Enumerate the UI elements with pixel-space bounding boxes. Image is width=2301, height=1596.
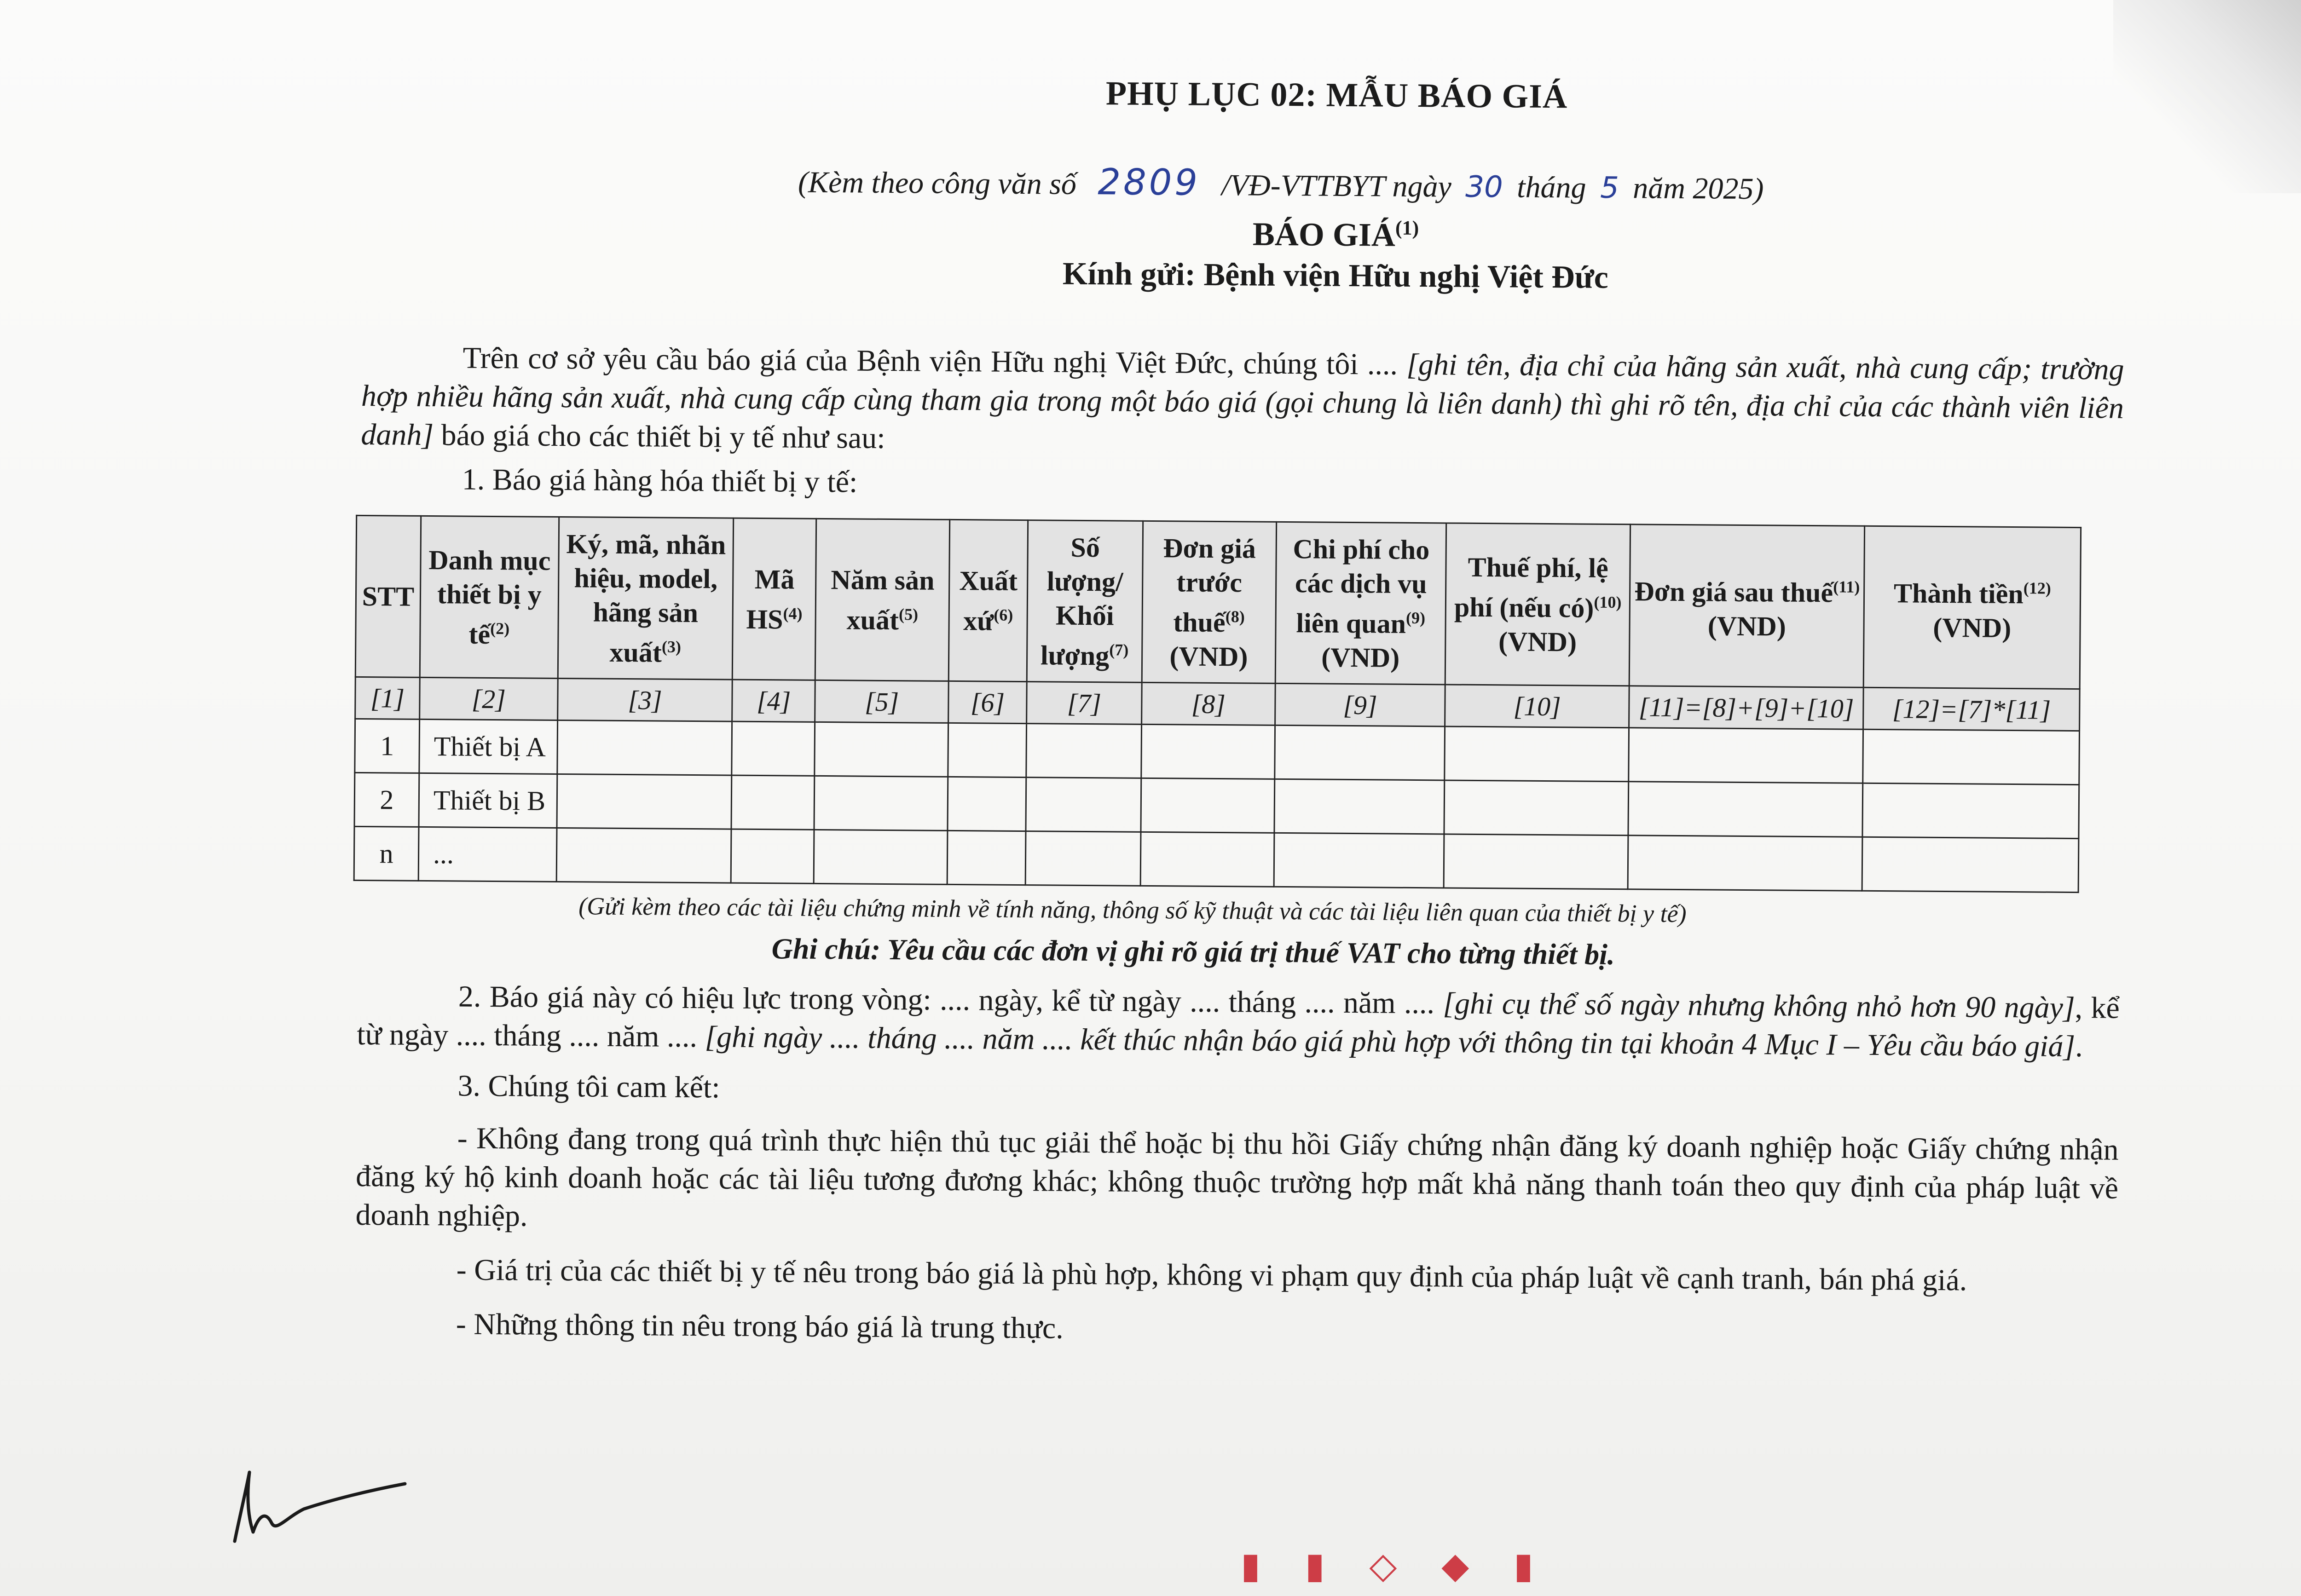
index-cell: [10] xyxy=(1445,685,1629,728)
table-header-row xyxy=(355,515,2081,689)
appendix-title: PHỤ LỤC 02: MẪU BÁO GIÁ xyxy=(1105,75,1568,116)
intro-text-a: Trên cơ sở yêu cầu báo giá của Bệnh viện Hữu nghị Việt Đức, chúng tôi .... xyxy=(463,341,1407,381)
header-total: Thành tiền$^{(12)}$ (VND) xyxy=(1864,526,2081,689)
doc-title-footnote: (1) xyxy=(1395,216,1419,240)
ref-day-handwritten: 30 xyxy=(1465,170,1503,205)
header-quantity: Số lượng/ Khối lượng$^{(7)}$ xyxy=(1027,520,1143,683)
ref-month-handwritten: 5 xyxy=(1600,171,1619,206)
empty-cell xyxy=(557,720,732,775)
section-3-heading: 3. Chúng tôi cam kết: xyxy=(457,1069,720,1105)
row-device-name: Thiết bị A xyxy=(419,719,558,774)
ref-month-label: tháng xyxy=(1516,170,1586,205)
header-unit-price-pre-tax: Đơn giá trước thuế$^{(8)}$ (VND) xyxy=(1142,521,1276,683)
empty-cell xyxy=(1863,729,2079,784)
doc-title xyxy=(546,210,2125,259)
empty-cell xyxy=(814,776,948,830)
doc-title-text: BÁO GIÁ xyxy=(1252,215,1396,254)
sec2-text-c: . xyxy=(2075,1030,2083,1064)
index-cell: [11]=[8]+[9]+[10] xyxy=(1629,686,1864,730)
empty-cell xyxy=(1140,832,1274,887)
empty-cell xyxy=(1274,779,1445,834)
empty-cell xyxy=(1025,831,1141,886)
index-cell: [8] xyxy=(1142,682,1275,725)
empty-cell xyxy=(947,830,1026,885)
empty-cell xyxy=(556,828,731,883)
index-cell: [4] xyxy=(732,680,815,722)
row-stt: 2 xyxy=(354,772,419,827)
empty-cell xyxy=(1141,778,1275,833)
recipient-line: Kính gửi: Bệnh viện Hữu nghị Việt Đức xyxy=(1062,256,1609,295)
commitment-item: - Giá trị của các thiết bị y tế nêu trong báo giá là phù hợp, không vi phạm quy định của pháp luật về cạnh tranh, bán phá giá. xyxy=(456,1253,1967,1297)
header-stt: STT xyxy=(355,515,421,677)
empty-cell xyxy=(1444,834,1628,889)
empty-cell xyxy=(731,829,815,883)
empty-cell xyxy=(1445,726,1629,782)
header-service-cost: Chi phí cho các dịch vụ liên quan$^{(9)}$ (VND) xyxy=(1275,522,1446,685)
sec2-text-a: 2. Báo giá này có hiệu lực trong vòng: .... ngày, kể từ ngày .... tháng .... năm .... xyxy=(458,979,1443,1020)
empty-cell xyxy=(1026,778,1141,832)
handwritten-signature xyxy=(221,1463,414,1550)
reference-line xyxy=(436,157,2126,210)
header-year: Năm sản xuất$^{(5)}$ xyxy=(815,519,950,681)
intro-paragraph xyxy=(361,338,2124,467)
section-2-paragraph xyxy=(357,977,2120,1066)
red-stamp-edge: ▮ ◆ ◇ ▮ ▮ xyxy=(1224,1550,1533,1592)
sec2-text-italic-2: [ghi ngày .... tháng .... năm .... kết thúc nhận báo giá phù hợp với thông tin tại khoản 4 Mục I – Yêu cầu báo giá] xyxy=(705,1020,2076,1064)
empty-cell xyxy=(1026,724,1142,778)
index-cell: [6] xyxy=(948,681,1027,723)
ref-number-handwritten: 2809 xyxy=(1098,161,1201,204)
header-fees: Thuế phí, lệ phí (nếu có)$^{(10)}$ (VND) xyxy=(1445,523,1630,686)
commitment-item: - Những thông tin nêu trong báo giá là trung thực. xyxy=(456,1307,1064,1345)
empty-cell xyxy=(948,723,1027,777)
ref-prefix: (Kèm theo công văn số xyxy=(798,165,1077,201)
ref-mid: /VĐ-VTTBYT ngày xyxy=(1221,168,1452,204)
empty-cell xyxy=(1862,783,2079,838)
index-cell: [3] xyxy=(557,678,732,721)
empty-cell xyxy=(1629,728,1863,784)
empty-cell xyxy=(1628,782,1863,837)
attachment-note: (Gửi kèm theo các tài liệu chứng minh về tính năng, thông số kỹ thuật và các tài liệu liên quan của thiết bị y tế) xyxy=(578,892,1687,928)
empty-cell xyxy=(1141,724,1275,779)
sec2-text-italic-1: [ghi cụ thể số ngày nhưng không nhỏ hơn 90 ngày] xyxy=(1443,986,2075,1025)
empty-cell xyxy=(557,774,732,829)
index-cell: [1] xyxy=(355,677,420,719)
header-hs-code: Mã HS$^{(4)}$ xyxy=(733,518,816,680)
empty-cell xyxy=(815,722,948,777)
index-cell: [9] xyxy=(1275,683,1445,726)
commitment-item: - Không đang trong quá trình thực hiện thủ tục giải thể hoặc bị thu hồi Giấy chứng nhận đăng ký doanh nghiệp hoặc Giấy chứng nhận đăng ký hộ kinh doanh hoặc các tài liệu tương đương khác; không thuộc trường hợp mất khả năng thanh toán theo quy định của pháp luật về doanh nghiệp. xyxy=(355,1121,2119,1233)
empty-cell xyxy=(1862,837,2079,892)
empty-cell xyxy=(731,775,815,830)
empty-cell xyxy=(948,777,1026,831)
index-cell: [12]=[7]*[11] xyxy=(1863,687,2080,731)
empty-cell xyxy=(1274,833,1444,888)
empty-cell xyxy=(1444,780,1628,835)
section-1-heading: 1. Báo giá hàng hóa thiết bị y tế: xyxy=(462,462,858,499)
header-unit-price-post-tax: Đơn giá sau thuế$^{(11)}$ (VND) xyxy=(1629,524,1865,688)
document-content xyxy=(355,69,2126,1355)
row-stt: n xyxy=(354,826,419,881)
quote-table xyxy=(353,515,2081,893)
index-cell: [5] xyxy=(815,680,948,723)
vat-note: Ghi chú: Yêu cầu các đơn vị ghi rõ giá trị thuế VAT cho từng thiết bị. xyxy=(771,932,1615,971)
row-stt: 1 xyxy=(355,719,420,773)
header-category: Danh mục thiết bị y tế$^{(2)}$ xyxy=(420,516,559,678)
header-model: Ký, mã, nhãn hiệu, model, hãng sản xuất$^{(3)}$ xyxy=(558,517,734,680)
index-cell: [7] xyxy=(1027,682,1142,725)
page-curl xyxy=(2113,0,2301,193)
table-row xyxy=(354,826,2079,892)
ref-suffix: năm 2025) xyxy=(1633,171,1764,206)
intro-text-italic: [ghi tên, địa chỉ của hãng sản xuất, nhà cung cấp; trường hợp nhiều hãng sản xuất, nhà cung cấp cùng tham gia trong một báo giá (gọi chung là liên danh) thì ghi rõ tên, địa chỉ của các thành viên liên danh] xyxy=(361,347,2124,452)
empty-cell xyxy=(1275,725,1445,780)
empty-cell xyxy=(1628,835,1862,891)
empty-cell xyxy=(732,721,815,776)
sec2-text-b: , kể từ ngày .... tháng .... năm .... xyxy=(357,991,2120,1054)
empty-cell xyxy=(814,830,948,884)
index-cell: [2] xyxy=(420,677,558,720)
row-device-name: Thiết bị B xyxy=(419,773,557,828)
header-origin: Xuất xứ$^{(6)}$ xyxy=(948,519,1028,681)
row-device-name: ... xyxy=(418,827,557,882)
intro-text-b: báo giá cho các thiết bị y tế như sau: xyxy=(433,418,885,455)
